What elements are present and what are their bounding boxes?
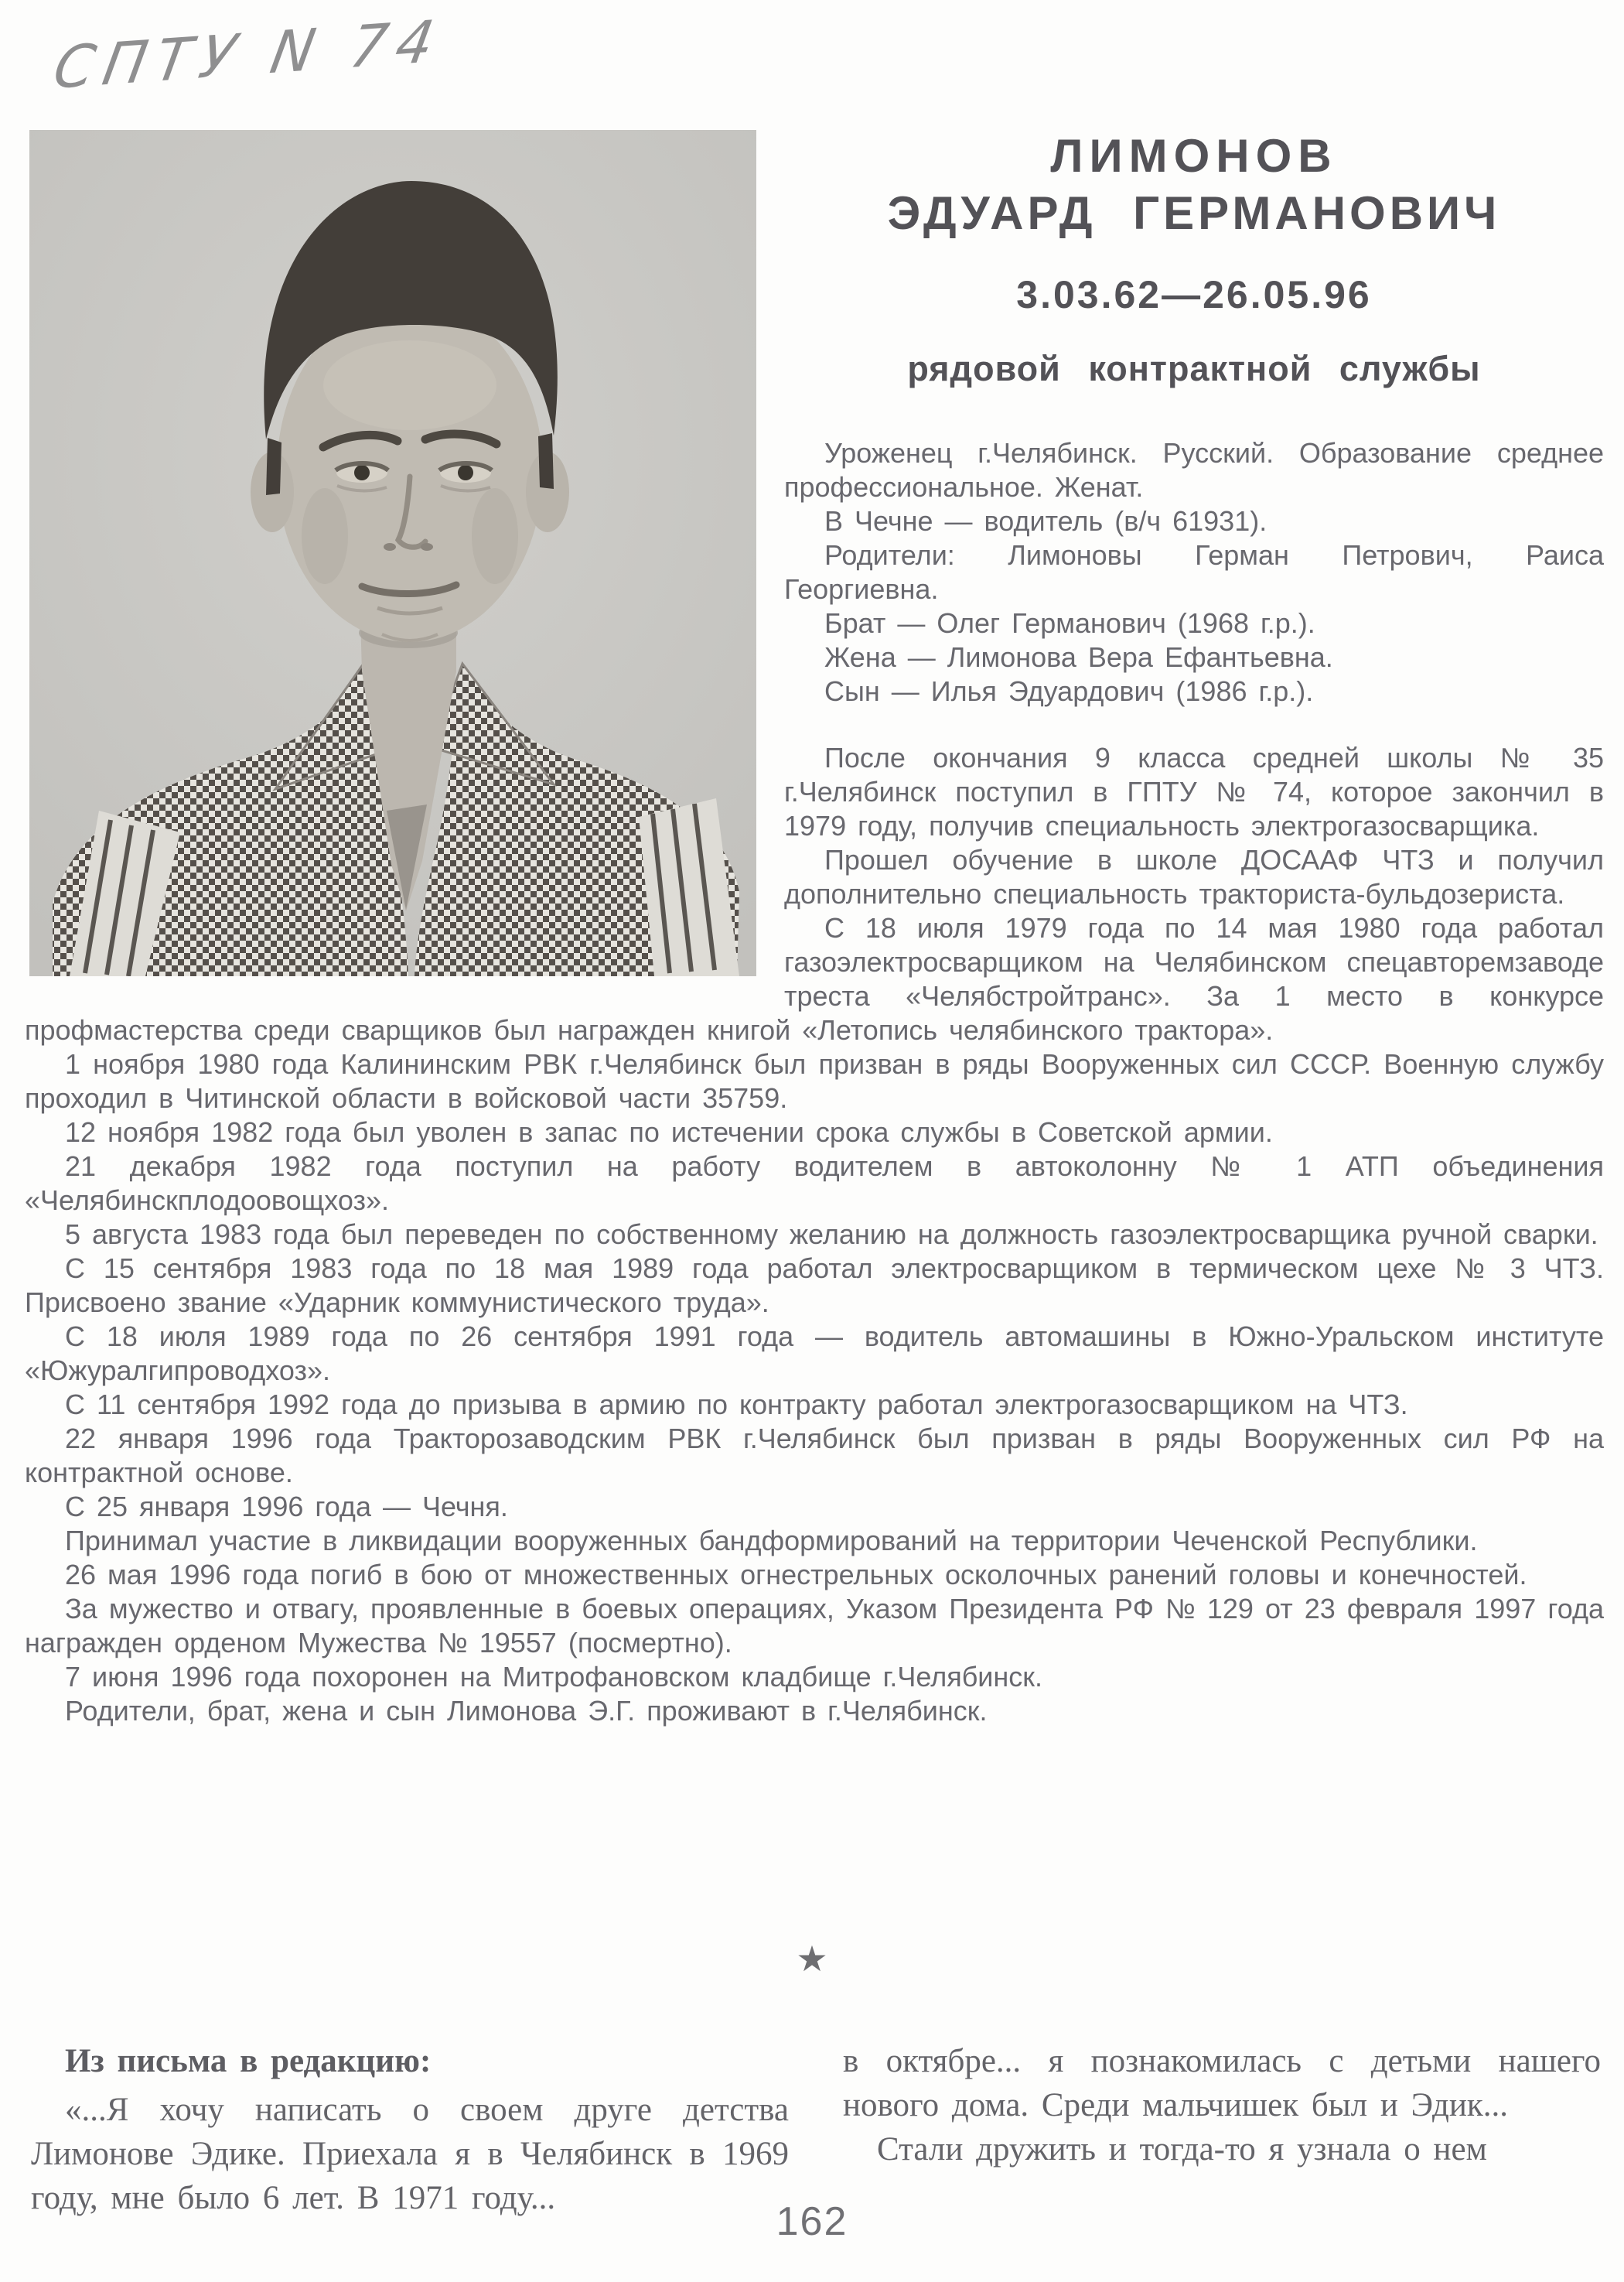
bio-paragraph: Брат — Олег Германович (1968 г.р.). bbox=[824, 607, 1315, 639]
letter-heading: Из письма в редакцию: bbox=[65, 2043, 432, 2079]
bio-paragraph: После окончания 9 класса средней школы № 35 г.Челябинск поступил в ГПТУ № 74, которое закончил в 1979 году, получив специальность электрогазосварщика. bbox=[784, 742, 1604, 842]
letter-paragraph: Стали дружить и тогда-то я узнала о нем bbox=[877, 2131, 1487, 2168]
life-dates: 3.03.62—26.05.96 bbox=[1016, 273, 1372, 316]
bio-paragraph: Родители: Лимоновы Герман Петрович, Раиса Георгиевна. bbox=[784, 539, 1604, 605]
bio-paragraph: 22 января 1996 года Тракторозаводским РВК г.Челябинск был призван в ряды Вооруженных сил РФ на контрактной основе. bbox=[25, 1423, 1604, 1488]
letter-left-column bbox=[31, 2039, 789, 2220]
letter-section bbox=[31, 2039, 1601, 2220]
letter-paragraph: в октябре... я познакомилась с детьми нашего нового дома. Среди мальчишек был и Эдик... bbox=[843, 2043, 1601, 2123]
bio-paragraph: 7 июня 1996 года похоронен на Митрофановском кладбище г.Челябинск. bbox=[65, 1661, 1043, 1693]
bio-paragraph: Родители, брат, жена и сын Лимонова Э.Г. проживают в г.Челябинск. bbox=[65, 1695, 988, 1727]
letter-paragraph: «...Я хочу написать о своем друге детства Лимонове Эдике. Приехала я в Челябинск в 1969 году, мне было 6 лет. В 1971 году... bbox=[31, 2092, 789, 2216]
bio-paragraph: Уроженец г.Челябинск. Русский. Образование среднее профессиональное. Женат. bbox=[784, 437, 1604, 503]
bio-paragraph: Принимал участие в ликвидации вооруженных бандформирований на территории Чеченской Республики. bbox=[65, 1525, 1478, 1556]
bio-paragraph: С 11 сентября 1992 года до призыва в армию по контракту работал электрогазосварщиком на ЧТЗ. bbox=[65, 1389, 1408, 1420]
person-name-patronymic: ЭДУАРД ГЕРМАНОВИЧ bbox=[887, 187, 1501, 239]
bio-paragraph: 5 августа 1983 года был переведен по собственному желанию на должность газоэлектросварщика ручной сварки. bbox=[65, 1218, 1598, 1250]
bio-paragraph: Сын — Илья Эдуардович (1986 г.р.). bbox=[824, 675, 1314, 707]
bio-paragraph: С 25 января 1996 года — Чечня. bbox=[65, 1491, 508, 1522]
person-surname: ЛИМОНОВ bbox=[1050, 130, 1338, 182]
handwritten-note: СПТУ N 74 bbox=[48, 7, 449, 103]
portrait-photo-drawing bbox=[29, 130, 756, 976]
star-divider-icon: ★ bbox=[796, 1938, 828, 1980]
page-number: 162 bbox=[776, 2199, 848, 2244]
bio-paragraph: С 18 июля 1989 года по 26 сентября 1991 года — водитель автомашины в Южно-Уральском институте «Южуралгипроводхоз». bbox=[25, 1320, 1604, 1386]
letter-right-column bbox=[843, 2039, 1601, 2220]
bio-paragraph: Прошел обучение в школе ДОСААФ ЧТЗ и получил дополнительно специальность тракториста-бульдозериста. bbox=[784, 844, 1604, 910]
portrait-photo bbox=[29, 130, 756, 976]
bio-paragraph: С 18 июля 1979 года по 14 мая 1980 года работал газоэлектросварщиком на Челябинском спецавторемзаводе треста «Челябстройтранс». За 1 место в конкурсе профмастерства среди сварщиков был награжден книгой «Летопись челябинского трактора». bbox=[25, 912, 1604, 1046]
bio-paragraph: 1 ноября 1980 года Калининским РВК г.Челябинск был призван в ряды Вооруженных сил СССР. Военную службу проходил в Читинской области в войсковой части 35759. bbox=[25, 1048, 1604, 1114]
bio-paragraph: За мужество и отвагу, проявленные в боевых операциях, Указом Президента РФ № 129 от 23 февраля 1997 года награжден орденом Мужества № 19557 (посмертно). bbox=[25, 1593, 1604, 1659]
bio-paragraph: 12 ноября 1982 года был уволен в запас по истечении срока службы в Советской армии. bbox=[65, 1116, 1273, 1148]
biography-body bbox=[25, 128, 1604, 1728]
bio-paragraph: С 15 сентября 1983 года по 18 мая 1989 года работал электросварщиком в термическом цехе № 3 ЧТЗ. Присвоено звание «Ударник коммунистического труда». bbox=[25, 1252, 1604, 1318]
bio-paragraph: В Чечне — водитель (в/ч 61931). bbox=[824, 505, 1267, 537]
bio-paragraph: 26 мая 1996 года погиб в бою от множественных огнестрельных осколочных ранений головы и конечностей. bbox=[65, 1559, 1527, 1590]
military-rank: рядовой контрактной службы bbox=[907, 349, 1481, 388]
bio-paragraph: Жена — Лимонова Вера Ефантьевна. bbox=[824, 641, 1333, 673]
bio-paragraph: 21 декабря 1982 года поступил на работу водителем в автоколонну № 1 АТП объединения «Челябинскплодоовощхоз». bbox=[25, 1150, 1604, 1216]
